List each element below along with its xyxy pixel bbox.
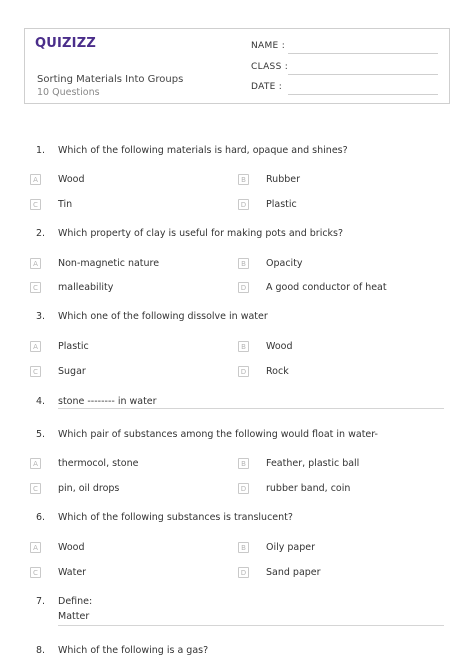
- option-c-box[interactable]: C: [30, 199, 41, 210]
- option-d-box[interactable]: D: [238, 483, 249, 494]
- option-a-text: Wood: [58, 542, 85, 553]
- option-b-box[interactable]: B: [238, 341, 249, 352]
- question-text: stone -------- in water: [58, 396, 157, 407]
- option-b-box[interactable]: B: [238, 258, 249, 269]
- option-a-box[interactable]: A: [30, 174, 41, 185]
- option-d-text: Sand paper: [266, 567, 321, 578]
- option-d-box[interactable]: D: [238, 199, 249, 210]
- quizizz-logo: QUIZIZZ: [35, 36, 96, 51]
- option-a-text: Non-magnetic nature: [58, 258, 160, 269]
- option-a-box[interactable]: A: [30, 458, 41, 469]
- option-c-box[interactable]: C: [30, 483, 41, 494]
- question-text: Which pair of substances among the following would float in water-: [58, 429, 378, 440]
- option-d-box[interactable]: D: [238, 366, 249, 377]
- option-c-text: Sugar: [58, 366, 86, 377]
- option-d-box[interactable]: D: [238, 282, 249, 293]
- date-label: DATE :: [251, 82, 283, 92]
- option-d-text: A good conductor of heat: [266, 282, 387, 293]
- option-a-text: Wood: [58, 174, 85, 185]
- option-b-box[interactable]: B: [238, 174, 249, 185]
- question-text: Which property of clay is useful for making pots and bricks?: [58, 228, 344, 239]
- option-a-box[interactable]: A: [30, 542, 41, 553]
- name-line[interactable]: [288, 53, 438, 54]
- question-text: Which one of the following dissolve in water: [58, 311, 268, 322]
- option-b-text: Feather, plastic ball: [266, 458, 360, 469]
- option-d-box[interactable]: D: [238, 567, 249, 578]
- question-number: 6.: [36, 512, 46, 523]
- question-term: Matter: [58, 611, 90, 622]
- option-d-text: Plastic: [266, 199, 297, 210]
- answer-line[interactable]: [58, 625, 444, 626]
- option-b-box[interactable]: B: [238, 458, 249, 469]
- option-a-box[interactable]: A: [30, 258, 41, 269]
- question-text: Which of the following is a gas?: [58, 645, 209, 656]
- class-line[interactable]: [288, 74, 438, 75]
- question-number: 5.: [36, 429, 46, 440]
- option-c-text: pin, oil drops: [58, 483, 120, 494]
- option-b-text: Oily paper: [266, 542, 316, 553]
- worksheet-title: Sorting Materials Into Groups: [37, 74, 184, 85]
- question-number: 2.: [36, 228, 46, 239]
- question-text: Which of the following substances is translucent?: [58, 512, 293, 523]
- option-a-text: Plastic: [58, 341, 89, 352]
- option-b-text: Wood: [266, 341, 293, 352]
- option-a-text: thermocol, stone: [58, 458, 139, 469]
- option-d-text: Rock: [266, 366, 289, 377]
- option-c-box[interactable]: C: [30, 282, 41, 293]
- option-c-box[interactable]: C: [30, 366, 41, 377]
- question-count: 10 Questions: [37, 87, 100, 98]
- question-number: 7.: [36, 596, 46, 607]
- name-label: NAME :: [251, 41, 286, 51]
- option-b-text: Opacity: [266, 258, 303, 269]
- option-c-text: Water: [58, 567, 87, 578]
- option-b-box[interactable]: B: [238, 542, 249, 553]
- option-c-text: Tin: [58, 199, 73, 210]
- question-number: 4.: [36, 396, 46, 407]
- option-d-text: rubber band, coin: [266, 483, 351, 494]
- question-number: 1.: [36, 145, 46, 156]
- option-c-text: malleability: [58, 282, 114, 293]
- option-c-box[interactable]: C: [30, 567, 41, 578]
- class-label: CLASS :: [251, 62, 289, 72]
- answer-line[interactable]: [58, 408, 444, 409]
- question-text: Define:: [58, 596, 93, 607]
- option-a-box[interactable]: A: [30, 341, 41, 352]
- question-number: 8.: [36, 645, 46, 656]
- option-b-text: Rubber: [266, 174, 301, 185]
- question-number: 3.: [36, 311, 46, 322]
- date-line[interactable]: [288, 94, 438, 95]
- question-text: Which of the following materials is hard, opaque and shines?: [58, 145, 348, 156]
